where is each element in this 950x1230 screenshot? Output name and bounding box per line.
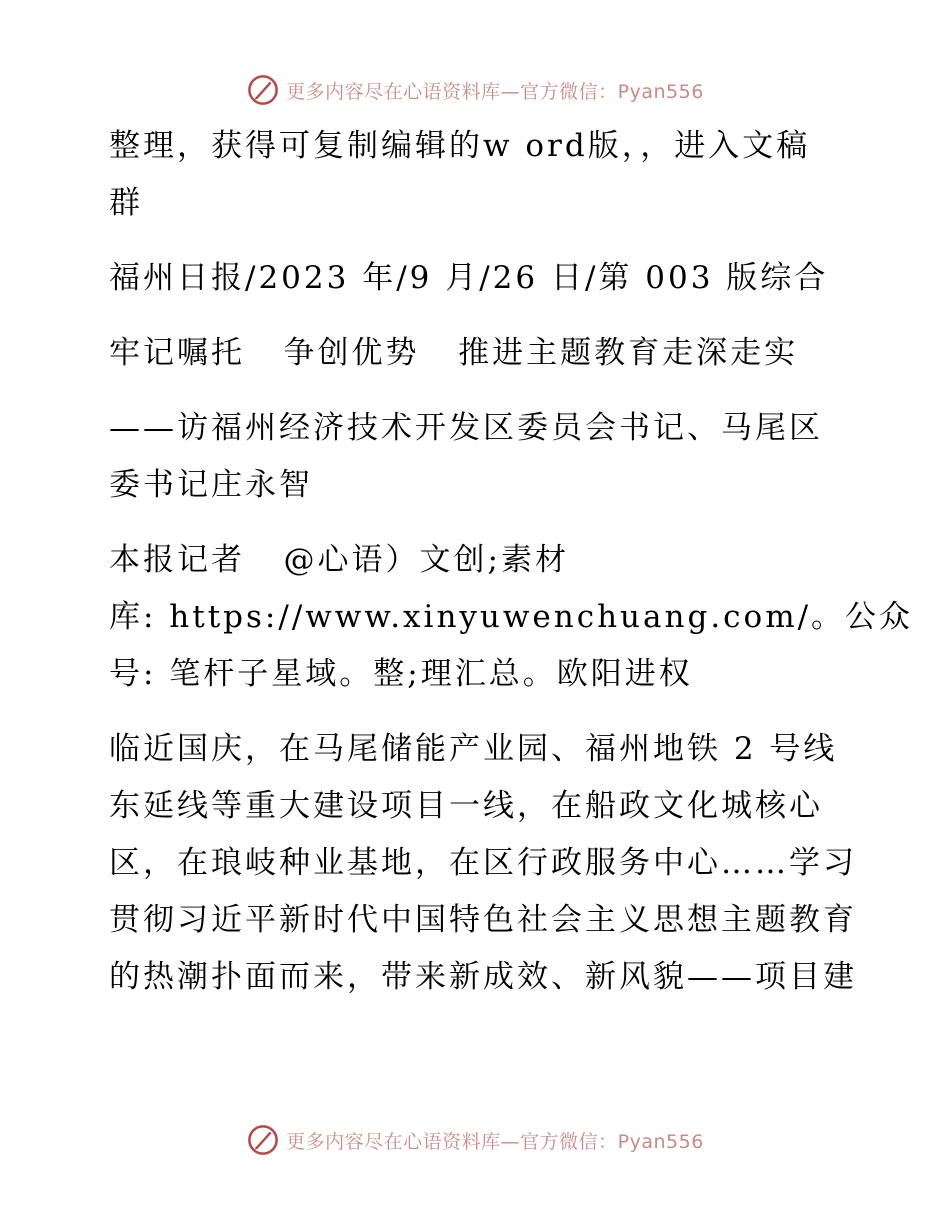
text-line: 贯彻习近平新时代中国特色社会主义思想主题教育 <box>109 902 857 938</box>
quill-pen-logo-icon <box>246 73 280 107</box>
text-line: 本报记者 @心语）文创;素材 <box>109 542 570 578</box>
footer-watermark-banner <box>0 1120 950 1160</box>
text-line: 牢记嘱托 争创优势 推进主题教育走深走实 <box>109 335 799 371</box>
text-line: 委书记庄永智 <box>109 467 313 503</box>
body-paragraph <box>97 721 857 1006</box>
text-line: 福州日报/2023 年/9 月/26 日/第 003 版综合 <box>109 260 829 296</box>
watermark-text: 更多内容尽在心语资料库—官方微信：Pyan556 <box>286 1130 704 1153</box>
text-line: 区，在琅岐种业基地，在区行政服务中心……学习 <box>109 845 857 881</box>
text-line: 群 <box>109 185 143 221</box>
text-line: 的热潮扑面而来，带来新成效、新风貌——项目建 <box>109 959 857 995</box>
quill-pen-logo-icon <box>246 1123 280 1157</box>
watermark-text: 更多内容尽在心语资料库—官方微信：Pyan556 <box>286 80 704 103</box>
text-line: 临近国庆，在马尾储能产业园、福州地铁 2 号线 <box>109 731 838 767</box>
text-line: 号: 笔杆子星域。整;理汇总。欧阳进权 <box>109 656 693 692</box>
text-line: 东延线等重大建设项目一线，在船政文化城核心 <box>109 788 823 824</box>
intro-paragraph <box>97 118 857 232</box>
text-line: 整理，获得可复制编辑的w ord版，，进入文稿 <box>109 128 811 164</box>
source-line <box>97 250 857 307</box>
text-line: 库: https://www.xinyuwenchuang.com/。公众 <box>109 599 914 635</box>
header-watermark-banner <box>0 70 950 110</box>
document-body <box>97 118 914 1006</box>
reporter-paragraph <box>97 532 914 703</box>
article-subtitle <box>97 400 857 514</box>
text-line: ——访福州经济技术开发区委员会书记、马尾区 <box>109 410 823 446</box>
article-title <box>97 325 857 382</box>
